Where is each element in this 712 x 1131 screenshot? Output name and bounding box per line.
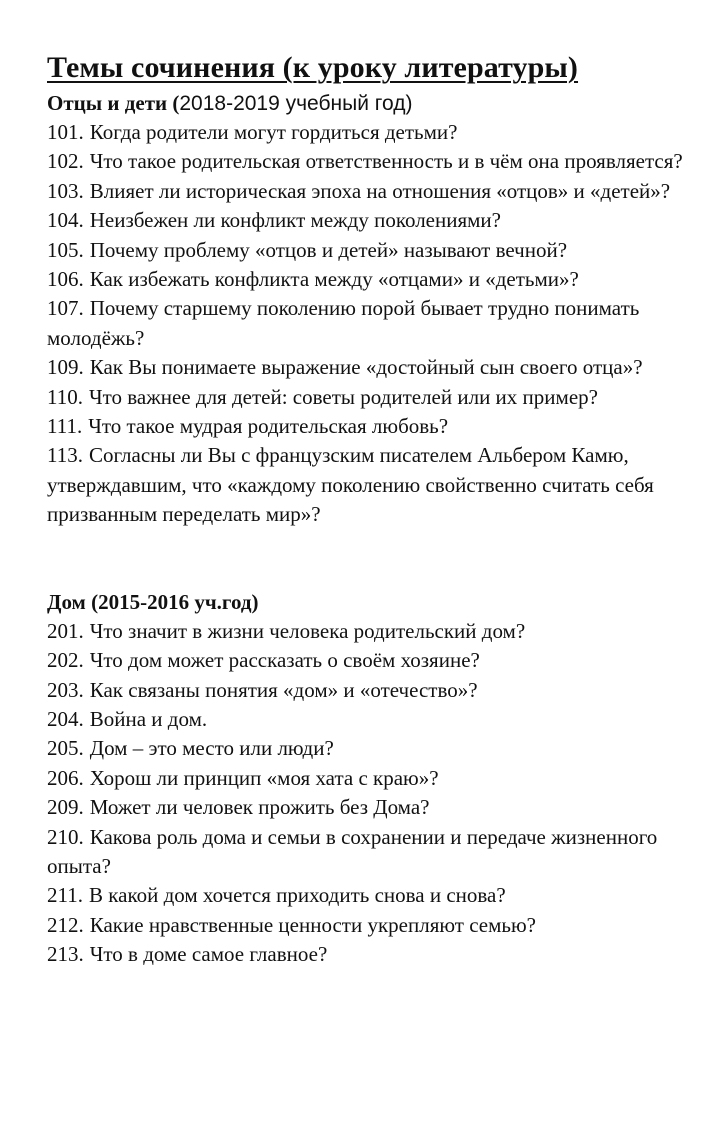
topic-item <box>47 617 697 646</box>
topic-item <box>47 147 697 176</box>
topic-number: 102. <box>47 149 84 174</box>
topic-number: 205. <box>47 736 84 761</box>
topic-text: Почему проблему «отцов и детей» называют вечной? <box>89 237 568 262</box>
document-title: Темы сочинения (к уроку литературы) <box>47 51 579 84</box>
topic-text: Что такое родительская ответственность и в чём она проявляется? <box>89 149 683 174</box>
section-heading-title: Дом (2015-2016 уч.год) <box>47 589 259 614</box>
section-home <box>47 588 697 970</box>
topic-item <box>47 823 697 882</box>
topic-number: 209. <box>47 795 84 820</box>
topic-text: Какова роль дома и семьи в сохранении и передаче жизненного опыта? <box>47 824 658 878</box>
topic-text: Неизбежен ли конфликт между поколениями? <box>89 208 501 233</box>
topic-item <box>47 881 697 910</box>
topic-item <box>47 177 697 206</box>
topic-text: Когда родители могут гордиться детьми? <box>89 120 458 144</box>
topic-text: Почему старшему поколению порой бывает трудно понимать молодёжь? <box>47 296 640 350</box>
topic-item <box>47 353 697 382</box>
topic-item <box>47 206 697 235</box>
topic-text: Что значит в жизни человека родительский дом? <box>89 618 526 643</box>
topic-text: Война и дом. <box>89 706 208 731</box>
topic-text: Согласны ли Вы с французским писателем Альбером Камю, утверждавшим, что «каждому поколению свойственно считать себя призванным переделать мир»? <box>47 443 654 527</box>
topic-text: Дом – это место или люди? <box>89 736 334 761</box>
section-heading-title: Отцы и дети ( <box>47 91 180 115</box>
section-heading <box>47 89 697 118</box>
topic-number: 206. <box>47 765 84 790</box>
topic-item <box>47 764 697 793</box>
topic-number: 204. <box>47 706 84 731</box>
topic-item <box>47 911 697 940</box>
topic-item <box>47 441 697 529</box>
topic-item <box>47 940 697 969</box>
topic-text: Какие нравственные ценности укрепляют семью? <box>89 912 536 937</box>
topic-text: Как Вы понимаете выражение «достойный сын своего отца»? <box>89 355 643 380</box>
topic-number: 109. <box>47 355 84 380</box>
section-heading <box>47 588 697 617</box>
topic-number: 105. <box>47 237 84 262</box>
topic-text: Что такое мудрая родительская любовь? <box>88 414 449 439</box>
topic-item <box>47 734 697 763</box>
topic-number: 101. <box>47 120 84 144</box>
topic-item <box>47 676 697 705</box>
topic-text: Как избежать конфликта между «отцами» и «детьми»? <box>89 267 579 292</box>
topic-text: Может ли человек прожить без Дома? <box>89 795 430 820</box>
topic-item <box>47 236 697 265</box>
topic-text: В какой дом хочется приходить снова и снова? <box>88 883 506 908</box>
topic-item <box>47 705 697 734</box>
topic-text: Влияет ли историческая эпоха на отношения «отцов» и «детей»? <box>89 178 671 203</box>
topic-number: 107. <box>47 296 84 321</box>
topic-text: Что дом может рассказать о своём хозяине? <box>89 648 480 673</box>
topic-item <box>47 118 697 147</box>
topic-text: Хорош ли принцип «моя хата с краю»? <box>89 765 439 790</box>
section-heading-year: 2018-2019 учебный год) <box>179 92 413 115</box>
topic-list <box>47 118 697 530</box>
document-page <box>47 50 697 970</box>
topic-item <box>47 265 697 294</box>
topic-number: 103. <box>47 178 84 203</box>
topic-number: 106. <box>47 267 84 292</box>
topic-number: 213. <box>47 942 84 967</box>
topic-number: 201. <box>47 618 84 643</box>
topic-number: 211. <box>47 883 83 908</box>
topic-item <box>47 793 697 822</box>
topic-item <box>47 383 697 412</box>
topic-item <box>47 646 697 675</box>
topic-list <box>47 617 697 970</box>
topic-text: Что важнее для детей: советы родителей или их пример? <box>88 384 598 409</box>
topic-number: 210. <box>47 824 84 849</box>
topic-text: Как связаны понятия «дом» и «отечество»? <box>89 677 478 702</box>
topic-number: 203. <box>47 677 84 702</box>
section-fathers-and-children <box>47 89 697 530</box>
topic-number: 202. <box>47 648 84 673</box>
topic-item <box>47 294 697 353</box>
topic-number: 113. <box>47 443 83 468</box>
topic-number: 111. <box>47 414 83 439</box>
topic-number: 104. <box>47 208 84 233</box>
topic-number: 212. <box>47 912 84 937</box>
topic-text: Что в доме самое главное? <box>89 942 328 967</box>
topic-number: 110. <box>47 384 83 409</box>
topic-item <box>47 412 697 441</box>
